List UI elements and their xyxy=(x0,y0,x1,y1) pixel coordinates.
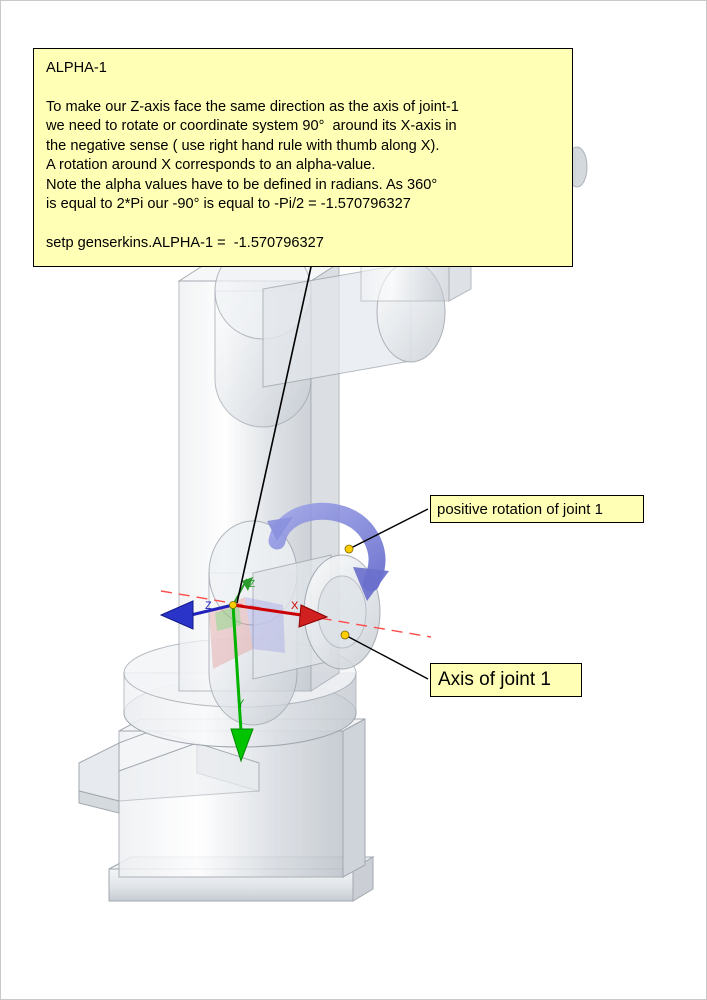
alpha-callout-line-5: Note the alpha values have to be defined in radians. As 360° xyxy=(46,176,438,193)
positive-rotation-callout xyxy=(430,495,644,523)
alpha-callout-line-3: the negative sense ( use right hand rule with thumb along X). xyxy=(46,137,440,154)
rotation-marker-dot xyxy=(345,545,353,553)
alpha-callout-line-6: is equal to 2*Pi our -90° is equal to -Pi/2 = -1.570796327 xyxy=(46,196,411,212)
axis-label-x: X xyxy=(291,600,299,612)
alpha-callout-line-4: A rotation around X corresponds to an alpha-value. xyxy=(46,157,376,173)
alpha-callout-command: setp genserkins.ALPHA-1 = -1.570796327 xyxy=(46,234,324,251)
axis-of-joint-callout xyxy=(430,663,582,697)
axis-of-joint-label: Axis of joint 1 xyxy=(438,669,551,690)
origin-marker xyxy=(230,602,237,609)
axis-label-secondary-z: Z xyxy=(249,579,256,590)
axis-marker-dot xyxy=(341,631,349,639)
alpha-1-callout xyxy=(33,48,573,267)
alpha-callout-line-2: we need to rotate or coordinate system 90° around its X-axis in xyxy=(46,118,457,134)
alpha-callout-title: ALPHA-1 xyxy=(46,60,107,76)
axis-label-z: Z xyxy=(205,600,212,612)
alpha-callout-line-1: To make our Z-axis face the same direction as the axis of joint-1 xyxy=(46,98,459,115)
positive-rotation-label: positive rotation of joint 1 xyxy=(437,500,603,518)
axis-label-y: Y xyxy=(237,698,245,710)
